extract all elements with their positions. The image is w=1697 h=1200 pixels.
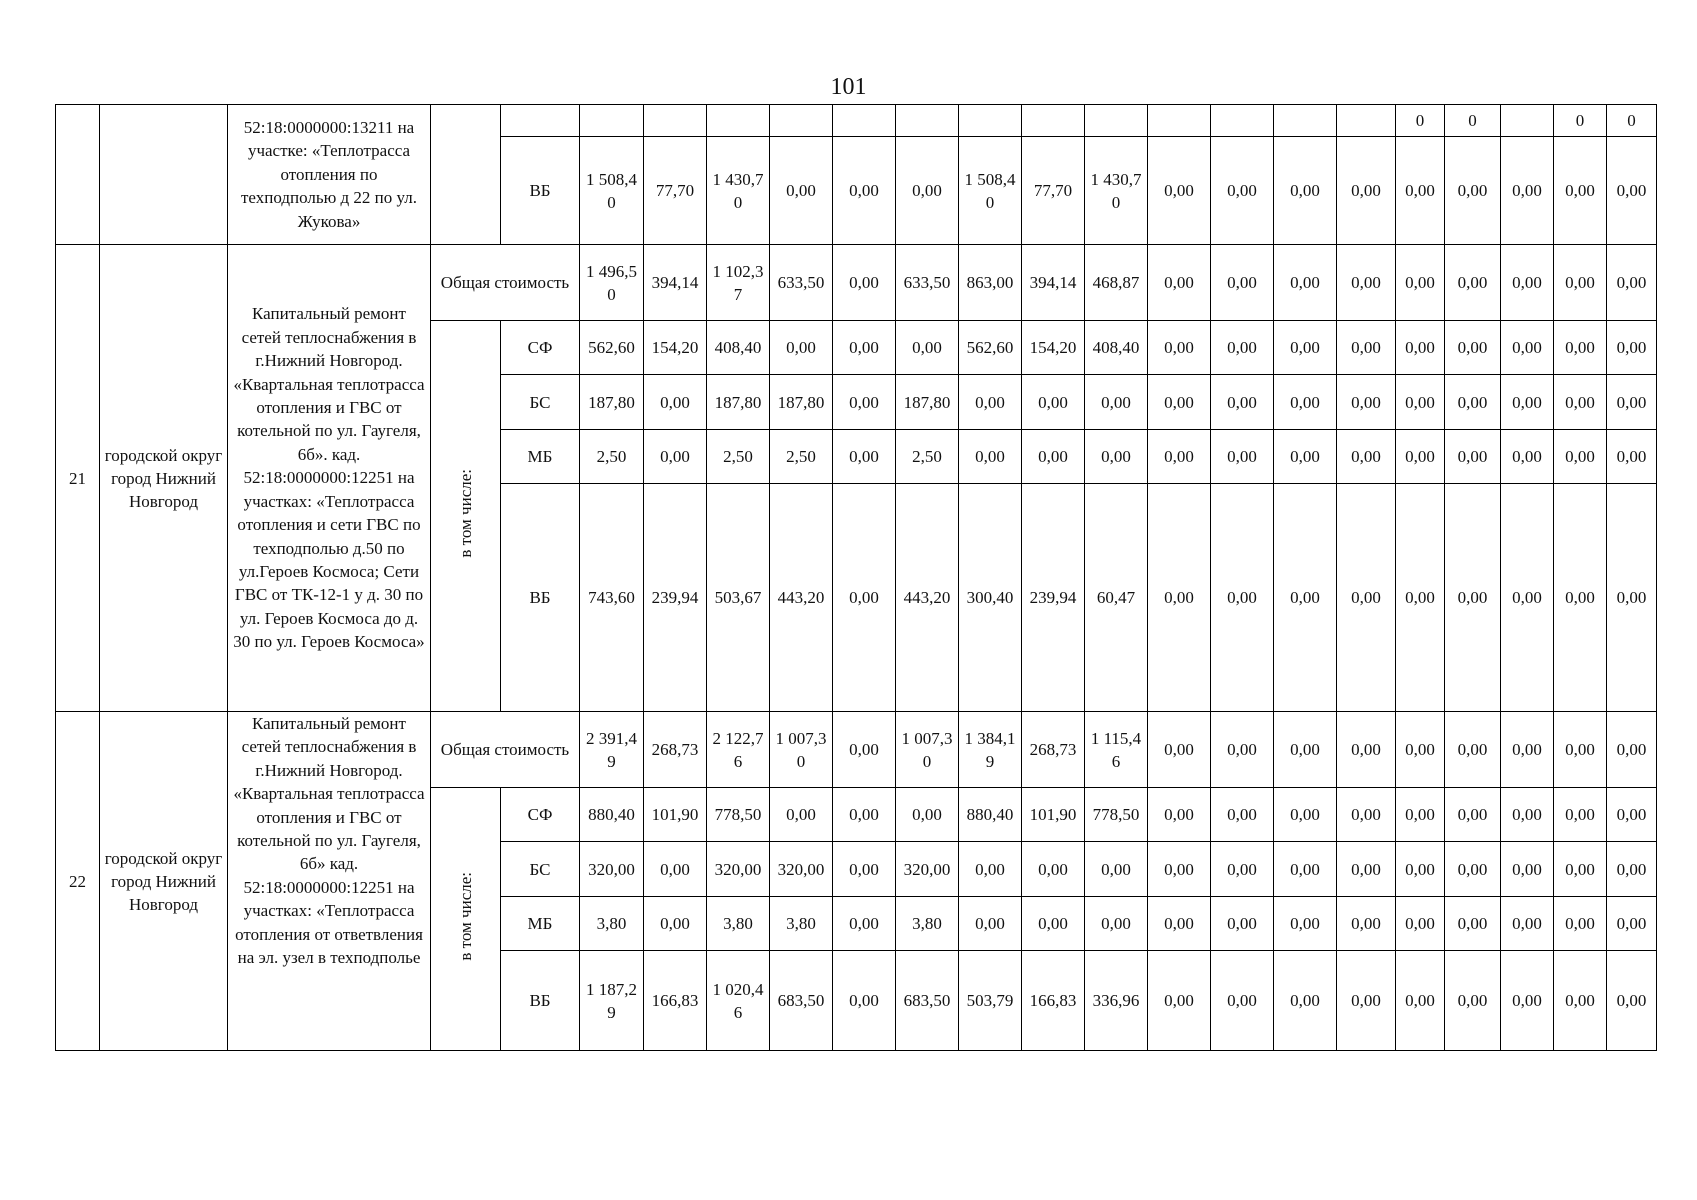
including-label: в том числе: — [456, 468, 475, 558]
value-cell: 0,00 — [1445, 137, 1501, 245]
value-cell: 239,94 — [644, 484, 707, 712]
value-cell: 0,00 — [1274, 842, 1337, 897]
value-cell: 0,00 — [644, 375, 707, 430]
value-cell: 0,00 — [1022, 842, 1085, 897]
value-cell: 154,20 — [644, 321, 707, 375]
value-cell: 0,00 — [1337, 842, 1396, 897]
value-cell: 562,60 — [580, 321, 644, 375]
budget-table — [55, 104, 1657, 1051]
value-cell: 320,00 — [770, 842, 833, 897]
value-cell: 1 508,40 — [580, 137, 644, 245]
value-cell: 0,00 — [833, 137, 896, 245]
value-cell: 0,00 — [833, 897, 896, 951]
value-cell: 503,67 — [707, 484, 770, 712]
including-label-cell — [431, 321, 501, 712]
value-cell: 1 430,70 — [1085, 137, 1148, 245]
value-cell: 0,00 — [1445, 712, 1501, 788]
value-cell: 443,20 — [896, 484, 959, 712]
value-cell: 0,00 — [1148, 321, 1211, 375]
value-cell: 0,00 — [1501, 137, 1554, 245]
value-cell: 0,00 — [1337, 788, 1396, 842]
value-cell: 336,96 — [1085, 951, 1148, 1051]
value-cell: 0,00 — [1148, 484, 1211, 712]
value-cell: 0,00 — [644, 897, 707, 951]
value-cell: 562,60 — [959, 321, 1022, 375]
value-cell: 0,00 — [1607, 712, 1657, 788]
value-cell: 0,00 — [1337, 951, 1396, 1051]
total-cost-label: Общая стоимость — [431, 245, 580, 321]
value-cell — [1211, 105, 1274, 137]
value-cell: 0,00 — [1085, 430, 1148, 484]
value-cell: 1 384,19 — [959, 712, 1022, 788]
value-cell: 0,00 — [1274, 712, 1337, 788]
value-cell: 863,00 — [959, 245, 1022, 321]
value-cell: 0,00 — [770, 788, 833, 842]
source-code-cell: ВБ — [501, 137, 580, 245]
value-cell: 3,80 — [580, 897, 644, 951]
value-cell: 0,00 — [1211, 951, 1274, 1051]
value-cell: 0,00 — [1274, 321, 1337, 375]
municipality-cell: городской округ город Нижний Новгород — [100, 245, 228, 712]
value-cell: 1 007,30 — [896, 712, 959, 788]
value-cell — [1501, 105, 1554, 137]
value-cell: 0,00 — [1337, 245, 1396, 321]
value-cell: 0,00 — [1554, 951, 1607, 1051]
value-cell: 468,87 — [1085, 245, 1148, 321]
object-name-cell: Капитальный ремонт сетей теплоснабжения в г.Нижний Новгород. «Квартальная теплотрасса отопления и ГВС от котельной по ул. Гаугеля, 6б» кад. 52:18:0000000:12251 на участках: «Теплотрасса отопления от ответвления на эл. узел в техподполье — [228, 712, 431, 1051]
value-cell: 0,00 — [1085, 897, 1148, 951]
value-cell: 443,20 — [770, 484, 833, 712]
value-cell: 0,00 — [1554, 375, 1607, 430]
value-cell: 0,00 — [1501, 375, 1554, 430]
value-cell: 0,00 — [1148, 712, 1211, 788]
value-cell: 0,00 — [1501, 712, 1554, 788]
value-cell: 187,80 — [580, 375, 644, 430]
value-cell: 187,80 — [896, 375, 959, 430]
value-cell: 0,00 — [1554, 842, 1607, 897]
value-cell: 101,90 — [1022, 788, 1085, 842]
value-cell: 408,40 — [707, 321, 770, 375]
including-label: в том числе: — [456, 871, 475, 961]
value-cell: 0,00 — [1554, 897, 1607, 951]
value-cell: 0 — [1396, 105, 1445, 137]
including-label-cell — [431, 105, 501, 245]
value-cell: 2 391,49 — [580, 712, 644, 788]
value-cell: 0,00 — [1501, 951, 1554, 1051]
value-cell: 683,50 — [896, 951, 959, 1051]
value-cell: 0,00 — [770, 321, 833, 375]
value-cell — [770, 105, 833, 137]
value-cell: 2 122,76 — [707, 712, 770, 788]
value-cell: 0,00 — [1445, 484, 1501, 712]
value-cell: 0,00 — [1022, 897, 1085, 951]
value-cell: 0,00 — [1554, 245, 1607, 321]
value-cell: 3,80 — [770, 897, 833, 951]
value-cell: 0,00 — [833, 842, 896, 897]
value-cell: 0,00 — [1607, 788, 1657, 842]
entry-number-cell: 21 — [56, 245, 100, 712]
value-cell: 0,00 — [1274, 245, 1337, 321]
value-cell: 0,00 — [1211, 137, 1274, 245]
value-cell: 0,00 — [1445, 951, 1501, 1051]
value-cell: 0,00 — [833, 788, 896, 842]
value-cell: 0,00 — [959, 375, 1022, 430]
value-cell: 0 — [1554, 105, 1607, 137]
value-cell: 0,00 — [1396, 842, 1445, 897]
value-cell: 0,00 — [1501, 430, 1554, 484]
value-cell: 0,00 — [896, 321, 959, 375]
value-cell: 0,00 — [1501, 788, 1554, 842]
source-code-cell: СФ — [501, 321, 580, 375]
value-cell: 0,00 — [959, 842, 1022, 897]
value-cell: 1 508,40 — [959, 137, 1022, 245]
value-cell: 0,00 — [1396, 321, 1445, 375]
value-cell: 0,00 — [1148, 788, 1211, 842]
value-cell: 0,00 — [1607, 842, 1657, 897]
value-cell: 320,00 — [580, 842, 644, 897]
value-cell: 154,20 — [1022, 321, 1085, 375]
value-cell: 2,50 — [770, 430, 833, 484]
value-cell: 2,50 — [707, 430, 770, 484]
value-cell: 408,40 — [1085, 321, 1148, 375]
value-cell: 3,80 — [896, 897, 959, 951]
municipality-cell — [100, 105, 228, 245]
value-cell: 0,00 — [1211, 788, 1274, 842]
value-cell: 0,00 — [1607, 245, 1657, 321]
value-cell: 0,00 — [1607, 897, 1657, 951]
value-cell: 268,73 — [644, 712, 707, 788]
value-cell: 0,00 — [896, 137, 959, 245]
value-cell: 0,00 — [833, 951, 896, 1051]
value-cell: 0,00 — [833, 712, 896, 788]
value-cell: 0,00 — [1501, 321, 1554, 375]
value-cell — [1085, 105, 1148, 137]
value-cell: 0,00 — [1396, 375, 1445, 430]
value-cell: 1 430,70 — [707, 137, 770, 245]
total-cost-label: Общая стоимость — [431, 712, 580, 788]
value-cell: 0,00 — [1211, 321, 1274, 375]
value-cell: 0,00 — [1211, 484, 1274, 712]
value-cell: 0,00 — [959, 897, 1022, 951]
value-cell: 0,00 — [1274, 951, 1337, 1051]
table-row — [56, 105, 1657, 137]
value-cell: 0,00 — [1396, 137, 1445, 245]
value-cell: 0,00 — [959, 430, 1022, 484]
value-cell: 0,00 — [1148, 137, 1211, 245]
value-cell — [707, 105, 770, 137]
value-cell — [644, 105, 707, 137]
value-cell: 0,00 — [1274, 897, 1337, 951]
value-cell: 0,00 — [1501, 842, 1554, 897]
value-cell: 0,00 — [1148, 430, 1211, 484]
value-cell: 320,00 — [707, 842, 770, 897]
value-cell: 0,00 — [1396, 712, 1445, 788]
source-code-cell: МБ — [501, 430, 580, 484]
value-cell: 0,00 — [833, 245, 896, 321]
object-name-cell: Капитальный ремонт сетей теплоснабжения в г.Нижний Новгород. «Квартальная теплотрасса отопления и ГВС от котельной по ул. Гаугеля, 6б». кад. 52:18:0000000:12251 на участках: «Теплотрасса отопления и сети ГВС по техподполью д.50 по ул.Героев Космоса; Сети ГВС от ТК-12-1 у д. 30 по ул. Героев Космоса до д. 30 по ул. Героев Космоса» — [228, 245, 431, 712]
value-cell: 0,00 — [1148, 245, 1211, 321]
value-cell: 0,00 — [644, 842, 707, 897]
value-cell: 166,83 — [644, 951, 707, 1051]
source-code-cell: БС — [501, 842, 580, 897]
value-cell: 0,00 — [1445, 375, 1501, 430]
municipality-cell: городской округ город Нижний Новгород — [100, 712, 228, 1051]
value-cell: 0,00 — [1607, 321, 1657, 375]
value-cell: 0,00 — [1607, 484, 1657, 712]
value-cell: 0,00 — [1085, 375, 1148, 430]
value-cell: 0,00 — [1396, 897, 1445, 951]
value-cell: 3,80 — [707, 897, 770, 951]
value-cell: 880,40 — [580, 788, 644, 842]
value-cell: 0,00 — [1274, 788, 1337, 842]
value-cell: 0,00 — [1445, 897, 1501, 951]
value-cell: 0,00 — [1445, 321, 1501, 375]
value-cell: 1 496,50 — [580, 245, 644, 321]
value-cell: 77,70 — [1022, 137, 1085, 245]
entry-number-cell: 22 — [56, 712, 100, 1051]
value-cell: 0,00 — [1396, 484, 1445, 712]
value-cell: 0,00 — [1445, 245, 1501, 321]
value-cell: 0,00 — [833, 375, 896, 430]
value-cell: 0,00 — [1607, 375, 1657, 430]
table-row — [56, 245, 1657, 321]
value-cell: 394,14 — [644, 245, 707, 321]
value-cell — [1148, 105, 1211, 137]
value-cell: 1 007,30 — [770, 712, 833, 788]
value-cell: 683,50 — [770, 951, 833, 1051]
value-cell: 300,40 — [959, 484, 1022, 712]
value-cell — [896, 105, 959, 137]
value-cell: 0,00 — [1396, 245, 1445, 321]
value-cell: 0,00 — [1396, 430, 1445, 484]
value-cell — [833, 105, 896, 137]
entry-number-cell — [56, 105, 100, 245]
value-cell: 320,00 — [896, 842, 959, 897]
value-cell: 0,00 — [833, 430, 896, 484]
value-cell: 0,00 — [1274, 137, 1337, 245]
page-number: 101 — [830, 74, 867, 100]
value-cell: 880,40 — [959, 788, 1022, 842]
value-cell: 778,50 — [707, 788, 770, 842]
value-cell: 0,00 — [1396, 951, 1445, 1051]
value-cell: 0,00 — [1274, 375, 1337, 430]
value-cell: 0 — [1445, 105, 1501, 137]
value-cell: 0,00 — [1337, 897, 1396, 951]
value-cell: 0,00 — [1148, 375, 1211, 430]
source-code-cell: МБ — [501, 897, 580, 951]
value-cell: 0,00 — [1211, 430, 1274, 484]
value-cell: 101,90 — [644, 788, 707, 842]
value-cell: 394,14 — [1022, 245, 1085, 321]
source-code-cell: БС — [501, 375, 580, 430]
value-cell: 0,00 — [1554, 712, 1607, 788]
value-cell: 0,00 — [1211, 712, 1274, 788]
value-cell: 2,50 — [580, 430, 644, 484]
value-cell: 0,00 — [1337, 484, 1396, 712]
value-cell: 0,00 — [1211, 245, 1274, 321]
value-cell — [1337, 105, 1396, 137]
value-cell: 0,00 — [1501, 484, 1554, 712]
value-cell — [959, 105, 1022, 137]
value-cell: 0,00 — [1554, 321, 1607, 375]
value-cell: 0,00 — [644, 430, 707, 484]
value-cell: 0,00 — [833, 321, 896, 375]
value-cell: 0,00 — [1211, 897, 1274, 951]
value-cell: 0,00 — [1607, 137, 1657, 245]
value-cell: 0,00 — [1554, 137, 1607, 245]
value-cell: 1 102,37 — [707, 245, 770, 321]
value-cell: 503,79 — [959, 951, 1022, 1051]
value-cell: 0,00 — [1445, 430, 1501, 484]
value-cell: 0,00 — [1337, 137, 1396, 245]
including-label-cell — [431, 788, 501, 1051]
value-cell: 0,00 — [1274, 484, 1337, 712]
value-cell: 0,00 — [1554, 788, 1607, 842]
value-cell: 633,50 — [896, 245, 959, 321]
value-cell: 0,00 — [1148, 842, 1211, 897]
source-code-cell: ВБ — [501, 951, 580, 1051]
value-cell: 187,80 — [707, 375, 770, 430]
value-cell: 0,00 — [1148, 951, 1211, 1051]
value-cell: 1 020,46 — [707, 951, 770, 1051]
value-cell: 0,00 — [1022, 430, 1085, 484]
value-cell: 0,00 — [1396, 788, 1445, 842]
value-cell: 0,00 — [1337, 712, 1396, 788]
value-cell: 0,00 — [1607, 951, 1657, 1051]
value-cell: 0,00 — [1554, 430, 1607, 484]
object-name-cell: 52:18:0000000:13211 на участке: «Теплотрасса отопления по техподполью д 22 по ул. Жукова» — [228, 105, 431, 245]
value-cell: 0,00 — [1337, 375, 1396, 430]
value-cell: 1 187,29 — [580, 951, 644, 1051]
value-cell: 0,00 — [1211, 375, 1274, 430]
value-cell: 0,00 — [1501, 897, 1554, 951]
value-cell: 0,00 — [1607, 430, 1657, 484]
table-row — [56, 712, 1657, 788]
source-code-cell — [501, 105, 580, 137]
value-cell: 0,00 — [833, 484, 896, 712]
value-cell: 1 115,46 — [1085, 712, 1148, 788]
value-cell: 0,00 — [1337, 321, 1396, 375]
value-cell: 0,00 — [896, 788, 959, 842]
value-cell: 0,00 — [1554, 484, 1607, 712]
value-cell: 0,00 — [1445, 788, 1501, 842]
value-cell: 0,00 — [1501, 245, 1554, 321]
value-cell: 0,00 — [1022, 375, 1085, 430]
value-cell: 166,83 — [1022, 951, 1085, 1051]
value-cell: 187,80 — [770, 375, 833, 430]
value-cell: 0 — [1607, 105, 1657, 137]
source-code-cell: ВБ — [501, 484, 580, 712]
value-cell — [1274, 105, 1337, 137]
value-cell: 0,00 — [1148, 897, 1211, 951]
value-cell: 239,94 — [1022, 484, 1085, 712]
value-cell: 0,00 — [770, 137, 833, 245]
value-cell: 60,47 — [1085, 484, 1148, 712]
value-cell: 0,00 — [1337, 430, 1396, 484]
value-cell: 0,00 — [1085, 842, 1148, 897]
value-cell: 743,60 — [580, 484, 644, 712]
value-cell: 0,00 — [1211, 842, 1274, 897]
value-cell: 633,50 — [770, 245, 833, 321]
value-cell: 77,70 — [644, 137, 707, 245]
value-cell: 0,00 — [1274, 430, 1337, 484]
value-cell: 778,50 — [1085, 788, 1148, 842]
value-cell — [580, 105, 644, 137]
value-cell: 268,73 — [1022, 712, 1085, 788]
source-code-cell: СФ — [501, 788, 580, 842]
value-cell — [1022, 105, 1085, 137]
value-cell: 0,00 — [1445, 842, 1501, 897]
value-cell: 2,50 — [896, 430, 959, 484]
